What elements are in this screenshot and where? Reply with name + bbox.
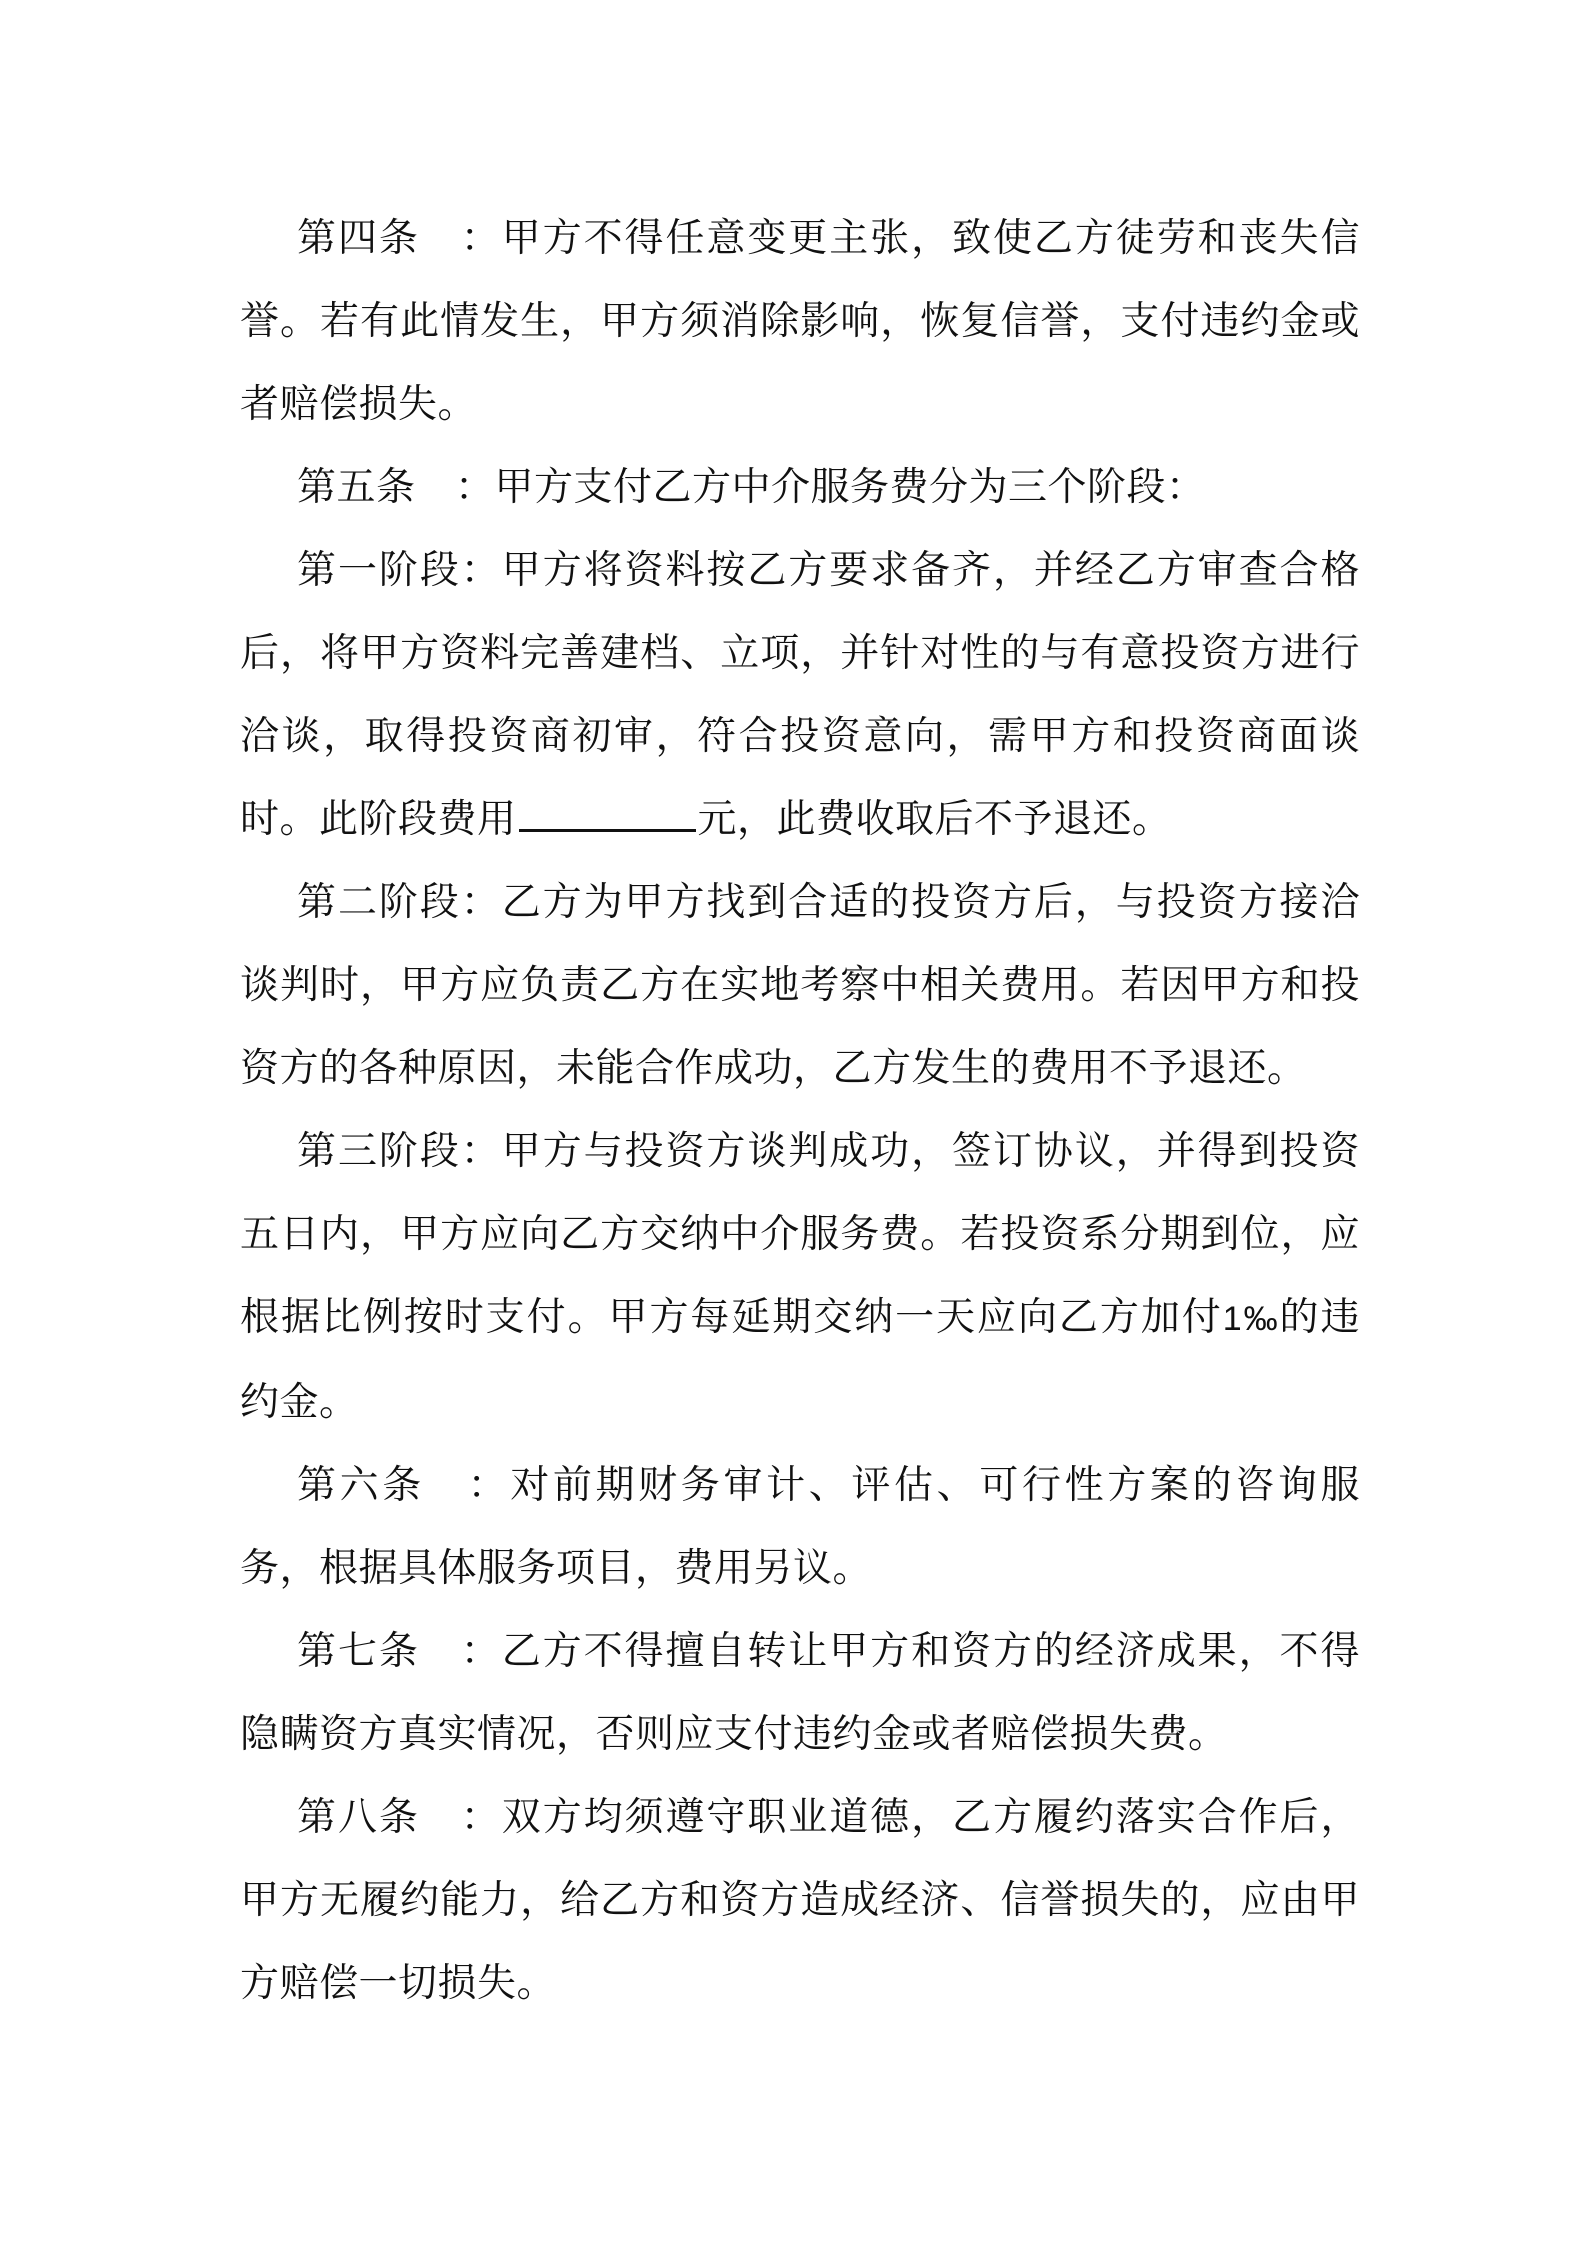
- fee-note: 元，此费收取后不予退还。: [697, 797, 1172, 842]
- penalty-rate: 1‰: [1222, 1300, 1280, 1338]
- fee-amount-blank: [519, 799, 696, 832]
- stage-1-paragraph: [240, 529, 1360, 861]
- document-body: [240, 197, 1360, 2025]
- article-4-paragraph: 第四条 ：甲方不得任意变更主张，致使乙方徒劳和丧失信誉。若有此情发生，甲方须消除影响，恢复信誉，支付违约金或者赔偿损失。: [240, 216, 1360, 427]
- stage-1-text: 第一阶段：甲方将资料按乙方要求备齐，并经乙方审查合格后，将甲方资料完善建档、立项，并针对性的与有意投资方进行洽谈，取得投资商初审，符合投资意向，需甲方和投资商面谈时。此阶段: [240, 548, 1360, 842]
- article-5-paragraph: 第五条 ：甲方支付乙方中介服务费分为三个阶段：: [297, 465, 1206, 510]
- article-6-paragraph: 第六条 ：对前期财务审计、评估、可行性方案的咨询服务，根据具体服务项目，费用另议。: [240, 1463, 1360, 1591]
- stage-2-paragraph: 第二阶段：乙方为甲方找到合适的投资方后，与投资方接洽谈判时，甲方应负责乙方在实地考察中相关费用。若因甲方和投资方的各种原因，未能合作成功，乙方发生的费用不予退还。: [240, 880, 1360, 1091]
- stage-3-paragraph: [240, 1110, 1360, 1444]
- stage-3-text: 第三阶段：甲方与投资方谈判成功，签订协议，并得到投资五日内，甲方应向乙方交纳中介服务费。若投资系分期到位，应根据比例按时支付。甲方每延期交纳一天应向乙方加付: [240, 1129, 1360, 1340]
- article-7-paragraph: 第七条 ：乙方不得擅自转让甲方和资方的经济成果，不得隐瞒资方真实情况，否则应支付违约金或者赔偿损失费。: [240, 1629, 1360, 1757]
- article-8-paragraph: 第八条 ：双方均须遵守职业道德，乙方履约落实合作后，甲方无履约能力，给乙方和资方造成经济、信誉损失的，应由甲方赔偿一切损失。: [240, 1795, 1360, 2006]
- stage-3-tail: 的违约金。: [240, 1295, 1360, 1425]
- fee-label: 费用: [437, 797, 517, 842]
